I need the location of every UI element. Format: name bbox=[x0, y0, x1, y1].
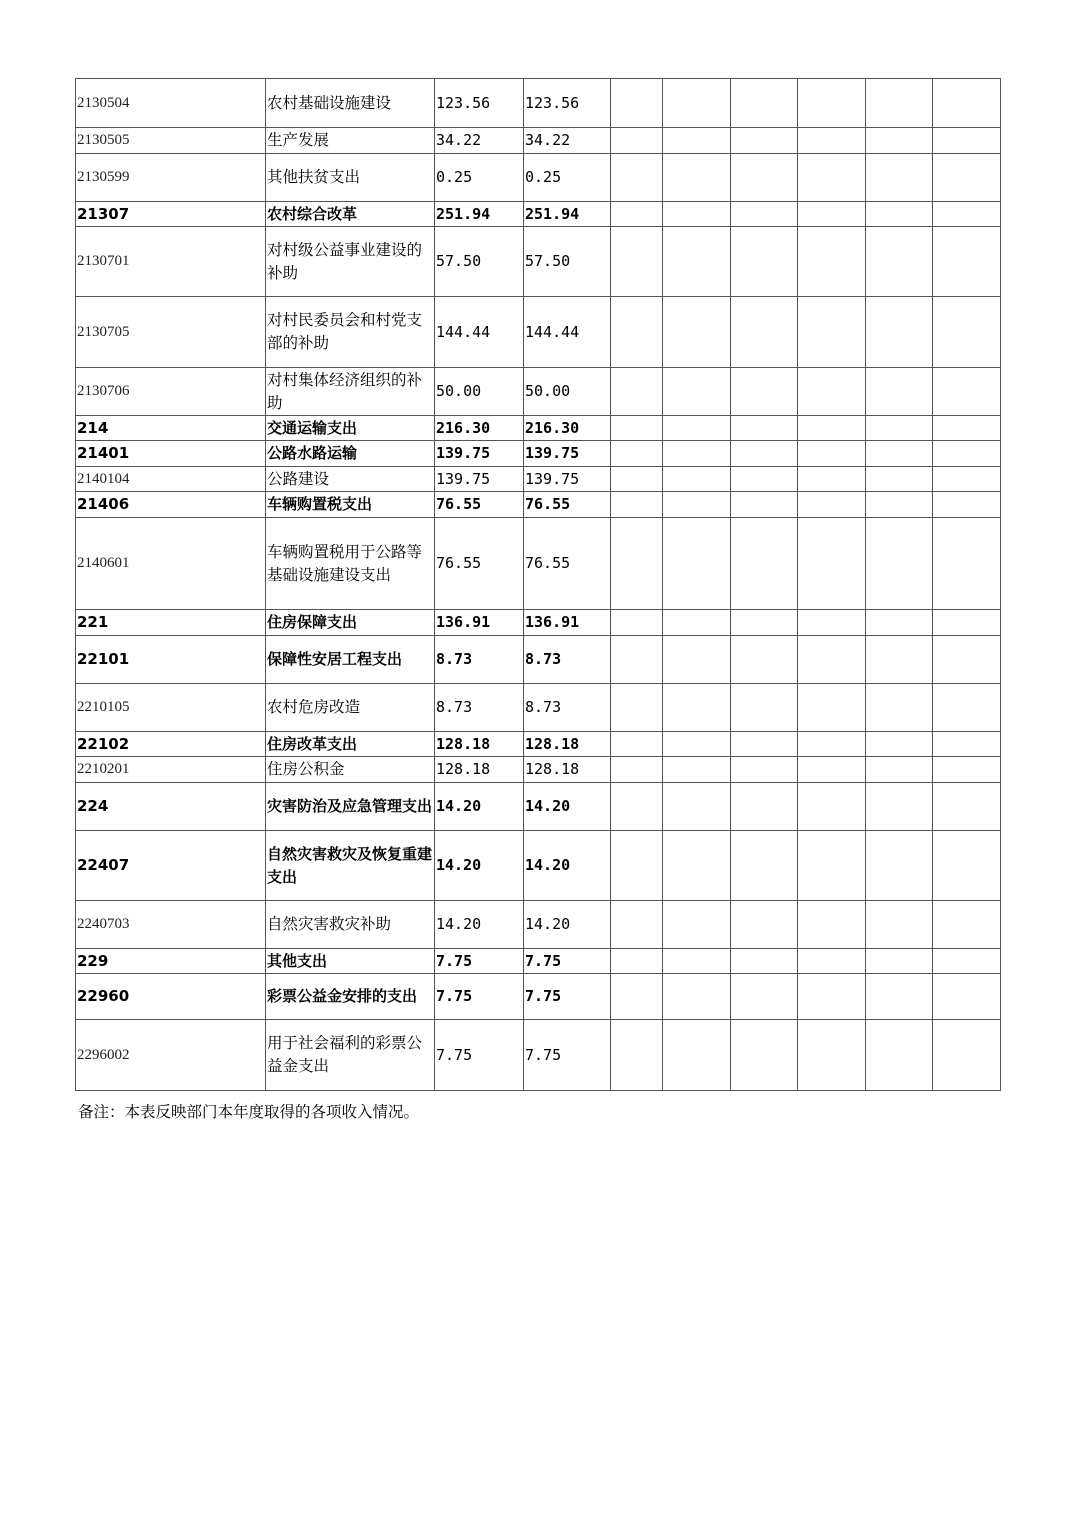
empty-cell bbox=[611, 610, 663, 636]
empty-cell bbox=[798, 227, 866, 297]
row-name: 公路水路运输 bbox=[266, 441, 435, 467]
table-row bbox=[76, 518, 1001, 610]
empty-cell bbox=[798, 79, 866, 128]
empty-cell bbox=[611, 368, 663, 416]
empty-cell bbox=[798, 467, 866, 492]
empty-cell bbox=[933, 636, 1001, 684]
empty-cell bbox=[611, 949, 663, 974]
empty-cell bbox=[933, 949, 1001, 974]
row-code: 2140601 bbox=[76, 518, 266, 610]
empty-cell bbox=[933, 518, 1001, 610]
empty-cell bbox=[933, 441, 1001, 467]
row-name: 交通运输支出 bbox=[266, 416, 435, 441]
empty-cell bbox=[866, 636, 933, 684]
row-fiscal: 216.30 bbox=[524, 416, 611, 441]
empty-cell bbox=[663, 949, 731, 974]
row-code: 2130504 bbox=[76, 79, 266, 128]
empty-cell bbox=[866, 441, 933, 467]
empty-cell bbox=[731, 974, 798, 1020]
empty-cell bbox=[611, 467, 663, 492]
empty-cell bbox=[866, 297, 933, 368]
table-row bbox=[76, 154, 1001, 202]
empty-cell bbox=[611, 783, 663, 831]
row-fiscal: 14.20 bbox=[524, 831, 611, 901]
row-fiscal: 0.25 bbox=[524, 154, 611, 202]
row-name: 彩票公益金安排的支出 bbox=[266, 974, 435, 1020]
footnote: 备注：本表反映部门本年度取得的各项收入情况。 bbox=[78, 1103, 420, 1121]
empty-cell bbox=[731, 949, 798, 974]
row-total: 123.56 bbox=[435, 79, 524, 128]
row-total: 136.91 bbox=[435, 610, 524, 636]
row-total: 144.44 bbox=[435, 297, 524, 368]
row-code: 22101 bbox=[76, 636, 266, 684]
row-name: 车辆购置税用于公路等基础设施建设支出 bbox=[266, 518, 435, 610]
empty-cell bbox=[798, 783, 866, 831]
table-row bbox=[76, 949, 1001, 974]
income-table bbox=[75, 78, 1001, 1091]
empty-cell bbox=[611, 901, 663, 949]
row-code: 2130701 bbox=[76, 227, 266, 297]
row-name: 用于社会福利的彩票公益金支出 bbox=[266, 1020, 435, 1091]
empty-cell bbox=[611, 757, 663, 783]
empty-cell bbox=[933, 297, 1001, 368]
empty-cell bbox=[933, 831, 1001, 901]
empty-cell bbox=[933, 79, 1001, 128]
empty-cell bbox=[933, 757, 1001, 783]
row-code: 22407 bbox=[76, 831, 266, 901]
row-total: 76.55 bbox=[435, 518, 524, 610]
empty-cell bbox=[866, 416, 933, 441]
row-total: 14.20 bbox=[435, 831, 524, 901]
empty-cell bbox=[731, 518, 798, 610]
empty-cell bbox=[866, 202, 933, 227]
row-fiscal: 34.22 bbox=[524, 128, 611, 154]
empty-cell bbox=[798, 949, 866, 974]
row-name: 农村基础设施建设 bbox=[266, 79, 435, 128]
empty-cell bbox=[731, 79, 798, 128]
empty-cell bbox=[798, 368, 866, 416]
row-name: 住房改革支出 bbox=[266, 732, 435, 757]
empty-cell bbox=[933, 467, 1001, 492]
table-row bbox=[76, 297, 1001, 368]
row-name: 灾害防治及应急管理支出 bbox=[266, 783, 435, 831]
row-code: 21406 bbox=[76, 492, 266, 518]
table-row bbox=[76, 467, 1001, 492]
empty-cell bbox=[611, 1020, 663, 1091]
row-code: 229 bbox=[76, 949, 266, 974]
empty-cell bbox=[798, 297, 866, 368]
empty-cell bbox=[866, 949, 933, 974]
empty-cell bbox=[933, 154, 1001, 202]
row-total: 76.55 bbox=[435, 492, 524, 518]
row-fiscal: 57.50 bbox=[524, 227, 611, 297]
empty-cell bbox=[731, 610, 798, 636]
empty-cell bbox=[798, 518, 866, 610]
empty-cell bbox=[798, 831, 866, 901]
row-code: 2130505 bbox=[76, 128, 266, 154]
empty-cell bbox=[866, 1020, 933, 1091]
row-code: 221 bbox=[76, 610, 266, 636]
empty-cell bbox=[866, 684, 933, 732]
empty-cell bbox=[731, 636, 798, 684]
row-code: 2240703 bbox=[76, 901, 266, 949]
table-row bbox=[76, 368, 1001, 416]
row-fiscal: 128.18 bbox=[524, 732, 611, 757]
empty-cell bbox=[866, 901, 933, 949]
row-fiscal: 14.20 bbox=[524, 901, 611, 949]
empty-cell bbox=[933, 610, 1001, 636]
empty-cell bbox=[663, 610, 731, 636]
row-code: 224 bbox=[76, 783, 266, 831]
row-code: 214 bbox=[76, 416, 266, 441]
empty-cell bbox=[731, 492, 798, 518]
row-code: 2130705 bbox=[76, 297, 266, 368]
empty-cell bbox=[611, 202, 663, 227]
row-code: 2296002 bbox=[76, 1020, 266, 1091]
empty-cell bbox=[663, 901, 731, 949]
empty-cell bbox=[866, 518, 933, 610]
empty-cell bbox=[798, 128, 866, 154]
empty-cell bbox=[798, 684, 866, 732]
empty-cell bbox=[663, 441, 731, 467]
empty-cell bbox=[731, 202, 798, 227]
row-name: 农村综合改革 bbox=[266, 202, 435, 227]
empty-cell bbox=[731, 441, 798, 467]
empty-cell bbox=[611, 416, 663, 441]
row-code: 2130706 bbox=[76, 368, 266, 416]
empty-cell bbox=[731, 416, 798, 441]
row-total: 128.18 bbox=[435, 732, 524, 757]
empty-cell bbox=[866, 757, 933, 783]
row-fiscal: 139.75 bbox=[524, 441, 611, 467]
row-total: 8.73 bbox=[435, 684, 524, 732]
empty-cell bbox=[731, 783, 798, 831]
empty-cell bbox=[663, 492, 731, 518]
empty-cell bbox=[731, 128, 798, 154]
empty-cell bbox=[798, 154, 866, 202]
table-row bbox=[76, 974, 1001, 1020]
empty-cell bbox=[611, 441, 663, 467]
row-fiscal: 7.75 bbox=[524, 949, 611, 974]
empty-cell bbox=[611, 297, 663, 368]
row-name: 对村民委员会和村党支部的补助 bbox=[266, 297, 435, 368]
empty-cell bbox=[611, 518, 663, 610]
empty-cell bbox=[611, 974, 663, 1020]
table-row bbox=[76, 1020, 1001, 1091]
empty-cell bbox=[866, 368, 933, 416]
row-name: 其他扶贫支出 bbox=[266, 154, 435, 202]
empty-cell bbox=[731, 684, 798, 732]
row-fiscal: 14.20 bbox=[524, 783, 611, 831]
empty-cell bbox=[663, 79, 731, 128]
empty-cell bbox=[933, 901, 1001, 949]
empty-cell bbox=[866, 128, 933, 154]
table-row bbox=[76, 227, 1001, 297]
row-fiscal: 136.91 bbox=[524, 610, 611, 636]
empty-cell bbox=[798, 416, 866, 441]
empty-cell bbox=[798, 610, 866, 636]
empty-cell bbox=[933, 202, 1001, 227]
row-total: 139.75 bbox=[435, 467, 524, 492]
empty-cell bbox=[663, 636, 731, 684]
empty-cell bbox=[798, 441, 866, 467]
row-fiscal: 144.44 bbox=[524, 297, 611, 368]
row-total: 8.73 bbox=[435, 636, 524, 684]
empty-cell bbox=[798, 492, 866, 518]
empty-cell bbox=[611, 79, 663, 128]
row-name: 自然灾害救灾补助 bbox=[266, 901, 435, 949]
empty-cell bbox=[798, 974, 866, 1020]
empty-cell bbox=[663, 732, 731, 757]
empty-cell bbox=[933, 1020, 1001, 1091]
empty-cell bbox=[663, 684, 731, 732]
row-name: 住房公积金 bbox=[266, 757, 435, 783]
row-fiscal: 251.94 bbox=[524, 202, 611, 227]
empty-cell bbox=[866, 154, 933, 202]
empty-cell bbox=[933, 368, 1001, 416]
empty-cell bbox=[663, 518, 731, 610]
row-total: 7.75 bbox=[435, 974, 524, 1020]
row-fiscal: 139.75 bbox=[524, 467, 611, 492]
empty-cell bbox=[611, 227, 663, 297]
row-total: 139.75 bbox=[435, 441, 524, 467]
empty-cell bbox=[866, 732, 933, 757]
empty-cell bbox=[663, 416, 731, 441]
row-total: 128.18 bbox=[435, 757, 524, 783]
empty-cell bbox=[731, 297, 798, 368]
table-row bbox=[76, 492, 1001, 518]
empty-cell bbox=[933, 492, 1001, 518]
empty-cell bbox=[731, 467, 798, 492]
empty-cell bbox=[611, 732, 663, 757]
row-fiscal: 123.56 bbox=[524, 79, 611, 128]
table-row bbox=[76, 732, 1001, 757]
table-row bbox=[76, 416, 1001, 441]
empty-cell bbox=[731, 368, 798, 416]
row-name: 对村级公益事业建设的补助 bbox=[266, 227, 435, 297]
empty-cell bbox=[866, 227, 933, 297]
row-total: 14.20 bbox=[435, 901, 524, 949]
row-code: 21401 bbox=[76, 441, 266, 467]
row-name: 自然灾害救灾及恢复重建支出 bbox=[266, 831, 435, 901]
empty-cell bbox=[731, 732, 798, 757]
row-total: 7.75 bbox=[435, 949, 524, 974]
row-total: 34.22 bbox=[435, 128, 524, 154]
row-fiscal: 128.18 bbox=[524, 757, 611, 783]
empty-cell bbox=[798, 1020, 866, 1091]
empty-cell bbox=[611, 128, 663, 154]
row-name: 住房保障支出 bbox=[266, 610, 435, 636]
empty-cell bbox=[663, 154, 731, 202]
empty-cell bbox=[731, 757, 798, 783]
empty-cell bbox=[663, 974, 731, 1020]
empty-cell bbox=[933, 732, 1001, 757]
table-row bbox=[76, 901, 1001, 949]
row-total: 57.50 bbox=[435, 227, 524, 297]
row-code: 2140104 bbox=[76, 467, 266, 492]
empty-cell bbox=[866, 974, 933, 1020]
empty-cell bbox=[663, 831, 731, 901]
row-code: 2210105 bbox=[76, 684, 266, 732]
empty-cell bbox=[866, 467, 933, 492]
table-row bbox=[76, 128, 1001, 154]
empty-cell bbox=[798, 202, 866, 227]
empty-cell bbox=[866, 783, 933, 831]
row-fiscal: 7.75 bbox=[524, 974, 611, 1020]
empty-cell bbox=[798, 901, 866, 949]
row-total: 251.94 bbox=[435, 202, 524, 227]
row-code: 22102 bbox=[76, 732, 266, 757]
empty-cell bbox=[731, 154, 798, 202]
table-row bbox=[76, 757, 1001, 783]
row-code: 2130599 bbox=[76, 154, 266, 202]
table-row bbox=[76, 610, 1001, 636]
empty-cell bbox=[798, 636, 866, 684]
empty-cell bbox=[663, 227, 731, 297]
empty-cell bbox=[731, 901, 798, 949]
row-total: 0.25 bbox=[435, 154, 524, 202]
table-row bbox=[76, 783, 1001, 831]
empty-cell bbox=[731, 1020, 798, 1091]
empty-cell bbox=[611, 831, 663, 901]
empty-cell bbox=[611, 684, 663, 732]
empty-cell bbox=[663, 757, 731, 783]
empty-cell bbox=[731, 831, 798, 901]
empty-cell bbox=[933, 783, 1001, 831]
table-row bbox=[76, 441, 1001, 467]
row-fiscal: 7.75 bbox=[524, 1020, 611, 1091]
table-row bbox=[76, 831, 1001, 901]
row-name: 农村危房改造 bbox=[266, 684, 435, 732]
row-code: 21307 bbox=[76, 202, 266, 227]
empty-cell bbox=[933, 416, 1001, 441]
empty-cell bbox=[611, 636, 663, 684]
row-name: 生产发展 bbox=[266, 128, 435, 154]
row-fiscal: 8.73 bbox=[524, 636, 611, 684]
row-total: 14.20 bbox=[435, 783, 524, 831]
empty-cell bbox=[663, 128, 731, 154]
empty-cell bbox=[866, 492, 933, 518]
empty-cell bbox=[663, 368, 731, 416]
row-code: 22960 bbox=[76, 974, 266, 1020]
row-name: 其他支出 bbox=[266, 949, 435, 974]
table-row bbox=[76, 79, 1001, 128]
empty-cell bbox=[663, 202, 731, 227]
row-code: 2210201 bbox=[76, 757, 266, 783]
row-name: 保障性安居工程支出 bbox=[266, 636, 435, 684]
table-row bbox=[76, 684, 1001, 732]
empty-cell bbox=[663, 783, 731, 831]
row-fiscal: 8.73 bbox=[524, 684, 611, 732]
table-row bbox=[76, 636, 1001, 684]
row-name: 车辆购置税支出 bbox=[266, 492, 435, 518]
empty-cell bbox=[798, 757, 866, 783]
row-total: 216.30 bbox=[435, 416, 524, 441]
row-fiscal: 76.55 bbox=[524, 492, 611, 518]
empty-cell bbox=[611, 492, 663, 518]
table-row bbox=[76, 202, 1001, 227]
empty-cell bbox=[798, 732, 866, 757]
row-total: 7.75 bbox=[435, 1020, 524, 1091]
row-name: 公路建设 bbox=[266, 467, 435, 492]
row-name: 对村集体经济组织的补助 bbox=[266, 368, 435, 416]
empty-cell bbox=[663, 297, 731, 368]
empty-cell bbox=[866, 610, 933, 636]
empty-cell bbox=[866, 79, 933, 128]
row-fiscal: 76.55 bbox=[524, 518, 611, 610]
row-total: 50.00 bbox=[435, 368, 524, 416]
empty-cell bbox=[731, 227, 798, 297]
empty-cell bbox=[663, 1020, 731, 1091]
empty-cell bbox=[866, 831, 933, 901]
empty-cell bbox=[933, 684, 1001, 732]
empty-cell bbox=[663, 467, 731, 492]
empty-cell bbox=[933, 128, 1001, 154]
empty-cell bbox=[611, 154, 663, 202]
row-fiscal: 50.00 bbox=[524, 368, 611, 416]
empty-cell bbox=[933, 974, 1001, 1020]
empty-cell bbox=[933, 227, 1001, 297]
